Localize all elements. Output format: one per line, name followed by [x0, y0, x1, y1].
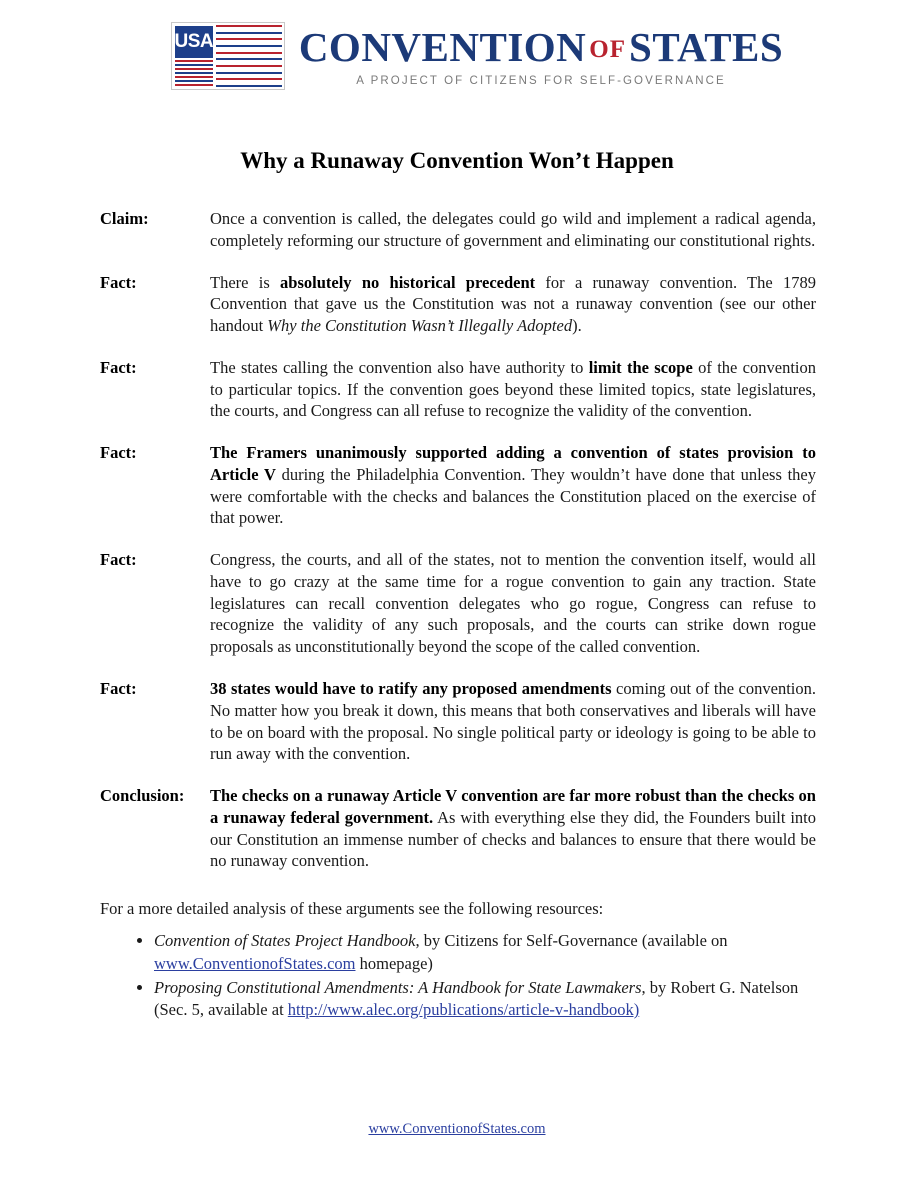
wordmark-main — [299, 26, 783, 69]
entry-label: Fact: — [100, 443, 137, 463]
emphasis-text: 38 states would have to ratify any proposed amendments — [210, 679, 612, 699]
body-text: There is — [210, 272, 281, 292]
body-text: during the Philadelphia Convention. They wouldn’t have done that unless they were comfortable with the checks and balances the Constitution placed on the exercise of that power. — [210, 464, 816, 528]
body-text: Congress, the courts, and all of the states, not to mention the convention itself, would all have to go crazy at the same time for a rogue convention to gain any traction. State legislatures can recall convention delegates who go rogue, Congress can refuse to recognize the validity of any such proposals, and the courts can strike down rogue proposals as unconstitutionally beyond the scope of the called convention. — [210, 550, 816, 657]
emphasis-text: absolutely no historical precedent — [280, 272, 536, 292]
usa-flag-label: USA — [175, 26, 213, 58]
wordmark-of: OF — [589, 36, 627, 63]
entry-label: Fact: — [100, 272, 137, 292]
body-text: As with everything else they did, the Founders built into our Constitution an immense number of checks and balances to ensure that there would be no runaway convention. — [210, 807, 816, 871]
body-text: of the convention to particular topics. If the convention goes beyond these limited topics, state legislatures, the courts, and Congress can all refuse to recognize the validity of the convention. — [210, 357, 816, 421]
external-link[interactable]: www.ConventionofStates.com — [154, 953, 356, 973]
entry-text — [210, 549, 816, 658]
resource-item — [154, 930, 816, 975]
body-text: coming out of the convention. No matter how you break it down, this means that both conservatives and liberals will have to be on board with the proposal. No single political party or ideology is going to be able to run away with the convention. — [210, 679, 816, 764]
body-text: for a runaway convention. The 1789 Convention that gave us the Constitution was not a runaway convention (see our other handout — [210, 272, 816, 336]
resources-lead-in: For a more detailed analysis of these arguments see the following resources: — [100, 899, 604, 919]
italic-text: Convention of States Project Handbook — [154, 931, 416, 951]
body-text: , by Citizens for Self-Governance (available on — [415, 931, 728, 951]
claim-fact-row — [100, 785, 816, 872]
claim-fact-row — [100, 678, 816, 765]
entry-text — [210, 442, 816, 529]
organization-logo — [171, 22, 783, 90]
italic-text: Why the Constitution Wasn’t Illegally Adopted — [267, 316, 573, 336]
body-text: homepage) — [355, 953, 433, 973]
document-body — [0, 208, 914, 1021]
entry-text — [210, 357, 816, 422]
external-link[interactable]: http://www.alec.org/publications/article-v-handbook) — [287, 1000, 640, 1020]
entry-label: Conclusion: — [100, 786, 185, 806]
entry-label: Fact: — [100, 679, 137, 699]
emphasis-text: limit the scope — [588, 357, 693, 377]
footer — [0, 1121, 914, 1138]
italic-text: Proposing Constitutional Amendments: A Handbook for State Lawmakers — [154, 977, 642, 997]
body-text: ). — [572, 316, 582, 336]
emphasis-text: The checks on a runaway Article V convention are far more robust than the checks on a runaway federal government. — [210, 786, 816, 827]
claim-fact-row — [100, 442, 816, 529]
flag-stripes-bottom — [175, 60, 213, 86]
organization-tagline: A PROJECT OF CITIZENS FOR SELF-GOVERNANCE — [356, 75, 726, 88]
entry-label: Fact: — [100, 357, 137, 377]
claim-fact-list — [100, 208, 816, 872]
body-text: The states calling the convention also have authority to — [210, 357, 589, 377]
entry-text — [210, 208, 816, 252]
document-header — [0, 0, 914, 90]
footer-website-link[interactable]: www.ConventionofStates.com — [368, 1121, 546, 1137]
entry-text — [210, 678, 816, 765]
flag-stripes-top — [216, 25, 282, 87]
usa-flag-icon — [171, 22, 285, 90]
entry-text — [210, 272, 816, 337]
entry-label: Claim: — [100, 209, 149, 228]
claim-fact-row — [100, 208, 816, 252]
resource-item — [154, 977, 816, 1022]
claim-fact-row — [100, 549, 816, 658]
resources-list — [100, 930, 816, 1021]
wordmark — [299, 22, 783, 87]
entry-text — [210, 785, 816, 872]
body-text: Once a convention is called, the delegates could go wild and implement a radical agenda, completely reforming our structure of government and eliminating our constitutional rights. — [210, 209, 816, 250]
page-title: Why a Runaway Convention Won’t Happen — [240, 148, 674, 173]
claim-fact-row — [100, 272, 816, 337]
emphasis-text: The Framers unanimously supported adding a convention of states provision to Article V — [210, 443, 816, 484]
entry-label: Fact: — [100, 550, 137, 570]
wordmark-convention: CONVENTION — [298, 24, 587, 70]
wordmark-states: STATES — [629, 24, 784, 70]
claim-fact-row — [100, 357, 816, 422]
body-text: , by Robert G. Natelson (Sec. 5, available at — [154, 977, 799, 1020]
